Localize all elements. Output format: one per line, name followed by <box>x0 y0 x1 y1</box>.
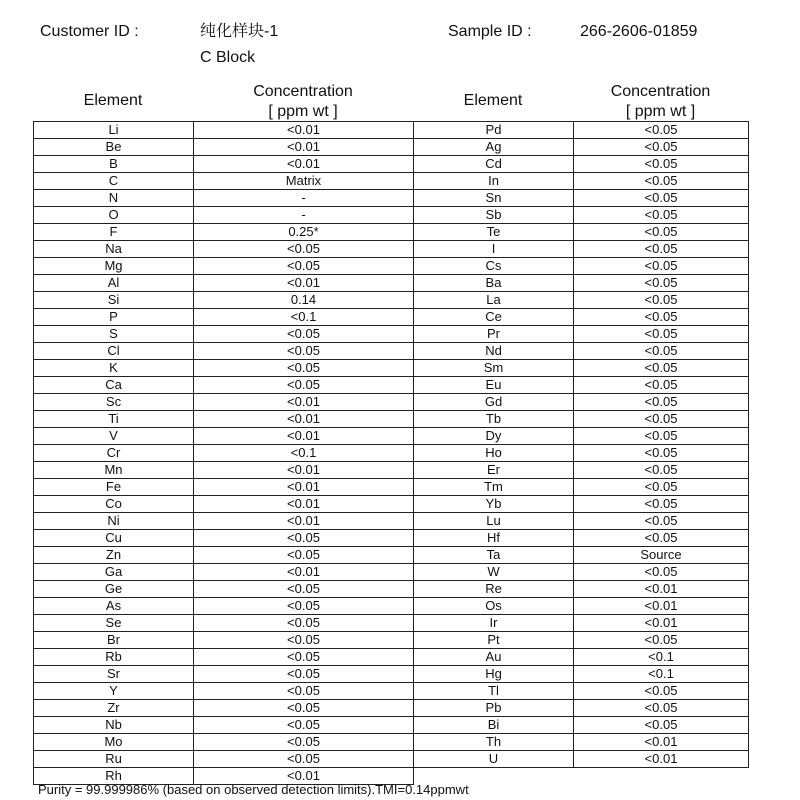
element-right-cell: Dy <box>414 428 574 445</box>
concentration-right-cell: <0.05 <box>574 241 749 258</box>
element-header-left: Element <box>83 92 143 109</box>
concentration-left-cell: <0.01 <box>194 564 414 581</box>
element-right-cell: Cs <box>414 258 574 275</box>
concentration-left-cell: <0.05 <box>194 530 414 547</box>
table-row <box>34 207 749 224</box>
concentration-right-cell: <0.05 <box>574 224 749 241</box>
element-right-cell: I <box>414 241 574 258</box>
element-left-cell: Y <box>34 683 194 700</box>
table-row <box>34 122 749 139</box>
element-right-cell: In <box>414 173 574 190</box>
concentration-left-cell: <0.05 <box>194 547 414 564</box>
concentration-left-cell: <0.05 <box>194 615 414 632</box>
element-right-cell: La <box>414 292 574 309</box>
concentration-left-cell: <0.05 <box>194 343 414 360</box>
concentration-left-cell: <0.05 <box>194 700 414 717</box>
element-right-cell: Tb <box>414 411 574 428</box>
element-right-cell: Pt <box>414 632 574 649</box>
concentration-left-cell: <0.01 <box>194 394 414 411</box>
concentration-right-cell: <0.05 <box>574 258 749 275</box>
concentration-title-right: Concentration <box>610 83 711 100</box>
concentration-right-cell: <0.05 <box>574 564 749 581</box>
concentration-right-cell: <0.05 <box>574 360 749 377</box>
element-right-cell: Yb <box>414 496 574 513</box>
element-left-cell: Co <box>34 496 194 513</box>
concentration-right-cell: <0.1 <box>574 666 749 683</box>
concentration-left-cell: <0.05 <box>194 581 414 598</box>
concentration-left-cell: <0.01 <box>194 139 414 156</box>
table-row <box>34 547 749 564</box>
concentration-right-cell: <0.01 <box>574 581 749 598</box>
element-left-cell: Ni <box>34 513 194 530</box>
concentration-right-cell: <0.05 <box>574 717 749 734</box>
table-row <box>34 700 749 717</box>
concentration-left-cell: <0.01 <box>194 479 414 496</box>
table-row <box>34 734 749 751</box>
element-left-cell: Br <box>34 632 194 649</box>
concentration-left-cell: Matrix <box>194 173 414 190</box>
element-left-cell: Zr <box>34 700 194 717</box>
element-right-cell: Th <box>414 734 574 751</box>
concentration-left-cell: 0.14 <box>194 292 414 309</box>
element-right-cell: Te <box>414 224 574 241</box>
concentration-left-cell: <0.05 <box>194 598 414 615</box>
table-row <box>34 411 749 428</box>
table-row <box>34 632 749 649</box>
concentration-left-cell: <0.05 <box>194 649 414 666</box>
element-right-cell: Ir <box>414 615 574 632</box>
concentration-unit-left: [ ppm wt ] <box>268 103 338 120</box>
concentration-left-cell: <0.05 <box>194 632 414 649</box>
concentration-left-cell: <0.01 <box>194 428 414 445</box>
element-right-cell: Sb <box>414 207 574 224</box>
element-left-cell: As <box>34 598 194 615</box>
element-header-right: Element <box>463 92 523 109</box>
concentration-right-cell: <0.05 <box>574 122 749 139</box>
table-row <box>34 377 749 394</box>
table-row <box>34 496 749 513</box>
element-right-cell: Pr <box>414 326 574 343</box>
element-left-cell: K <box>34 360 194 377</box>
concentration-right-cell: <0.05 <box>574 683 749 700</box>
concentration-left-cell: <0.05 <box>194 241 414 258</box>
table-row <box>34 581 749 598</box>
concentration-left-cell: <0.01 <box>194 462 414 479</box>
element-right-cell: Tm <box>414 479 574 496</box>
table-body <box>34 122 749 785</box>
concentration-right-cell: <0.05 <box>574 292 749 309</box>
concentration-left-cell: <0.01 <box>194 496 414 513</box>
element-left-cell: Rb <box>34 649 194 666</box>
element-right-cell: W <box>414 564 574 581</box>
concentration-left-cell: <0.01 <box>194 513 414 530</box>
concentration-left-cell: <0.05 <box>194 666 414 683</box>
table-row <box>34 139 749 156</box>
concentration-right-cell: <0.01 <box>574 615 749 632</box>
element-right-cell: Ag <box>414 139 574 156</box>
element-right-cell: Os <box>414 598 574 615</box>
concentration-left-cell: <0.05 <box>194 326 414 343</box>
table-row <box>34 649 749 666</box>
element-right-cell: Tl <box>414 683 574 700</box>
concentration-right-cell: <0.05 <box>574 343 749 360</box>
table-row <box>34 241 749 258</box>
sample-id-label: Sample ID : <box>448 23 532 40</box>
table-row <box>34 445 749 462</box>
element-left-cell: Cr <box>34 445 194 462</box>
element-left-cell: Ge <box>34 581 194 598</box>
table-row <box>34 173 749 190</box>
concentration-right-cell: <0.05 <box>574 156 749 173</box>
concentration-right-cell: <0.05 <box>574 275 749 292</box>
concentration-left-cell: - <box>194 190 414 207</box>
element-left-cell: Ga <box>34 564 194 581</box>
element-left-cell: Mn <box>34 462 194 479</box>
concentration-left-cell: <0.1 <box>194 445 414 462</box>
concentration-left-cell: <0.05 <box>194 683 414 700</box>
element-right-cell: Ce <box>414 309 574 326</box>
customer-id-label: Customer ID : <box>40 23 139 40</box>
element-left-cell: Fe <box>34 479 194 496</box>
table-row <box>34 292 749 309</box>
element-right-cell: Bi <box>414 717 574 734</box>
concentration-title-left: Concentration <box>253 83 353 100</box>
element-left-cell: B <box>34 156 194 173</box>
concentration-header-right <box>573 82 748 122</box>
table-row <box>34 479 749 496</box>
table-row <box>34 462 749 479</box>
table-row <box>34 751 749 768</box>
element-right-cell: Hg <box>414 666 574 683</box>
concentration-right-cell: <0.05 <box>574 479 749 496</box>
element-left-cell: Mo <box>34 734 194 751</box>
element-left-cell: N <box>34 190 194 207</box>
element-left-cell: Nb <box>34 717 194 734</box>
element-right-cell: Nd <box>414 343 574 360</box>
concentration-right-cell: <0.05 <box>574 309 749 326</box>
element-right-cell: Eu <box>414 377 574 394</box>
concentration-right-cell: <0.05 <box>574 513 749 530</box>
element-right-cell: Sm <box>414 360 574 377</box>
element-right-cell: Pb <box>414 700 574 717</box>
element-right-cell: Ho <box>414 445 574 462</box>
concentration-right-cell: <0.05 <box>574 632 749 649</box>
table-row <box>34 343 749 360</box>
concentration-left-cell: <0.1 <box>194 309 414 326</box>
table-row <box>34 275 749 292</box>
table-row <box>34 615 749 632</box>
concentration-right-cell: <0.05 <box>574 411 749 428</box>
table-row <box>34 530 749 547</box>
concentration-left-cell: - <box>194 207 414 224</box>
table-row <box>34 258 749 275</box>
concentration-right-cell: <0.05 <box>574 207 749 224</box>
concentration-right-cell: <0.05 <box>574 326 749 343</box>
element-right-cell: Er <box>414 462 574 479</box>
concentration-right-cell: <0.05 <box>574 173 749 190</box>
element-left-cell: Sr <box>34 666 194 683</box>
concentration-left-cell: <0.01 <box>194 156 414 173</box>
table-row <box>34 360 749 377</box>
concentration-left-cell: 0.25* <box>194 224 414 241</box>
element-right-cell: Ta <box>414 547 574 564</box>
element-right-cell: Lu <box>414 513 574 530</box>
table-row <box>34 513 749 530</box>
concentration-right-cell: <0.1 <box>574 649 749 666</box>
element-right-cell: Hf <box>414 530 574 547</box>
concentration-right-cell: <0.05 <box>574 700 749 717</box>
element-left-cell: Sc <box>34 394 194 411</box>
element-left-cell: Si <box>34 292 194 309</box>
customer-id-value: 纯化样块-1 <box>200 23 279 40</box>
element-left-cell: C <box>34 173 194 190</box>
table-row <box>34 309 749 326</box>
element-left-cell: O <box>34 207 194 224</box>
concentration-right-cell: <0.05 <box>574 139 749 156</box>
element-right-cell: Au <box>414 649 574 666</box>
concentration-right-cell: Source <box>574 547 749 564</box>
table-row <box>34 598 749 615</box>
element-left-cell: Cl <box>34 343 194 360</box>
element-left-cell: Be <box>34 139 194 156</box>
concentration-right-cell: <0.01 <box>574 598 749 615</box>
concentration-right-cell <box>574 768 749 785</box>
concentration-right-cell: <0.05 <box>574 377 749 394</box>
table-row <box>34 666 749 683</box>
concentration-right-cell: <0.01 <box>574 734 749 751</box>
concentration-left-cell: <0.01 <box>194 275 414 292</box>
concentration-right-cell: <0.05 <box>574 530 749 547</box>
concentration-right-cell: <0.05 <box>574 190 749 207</box>
element-right-cell: Ba <box>414 275 574 292</box>
concentration-left-cell: <0.05 <box>194 258 414 275</box>
concentration-unit-right: [ ppm wt ] <box>625 103 696 120</box>
customer-id-value-line2: C Block <box>200 49 256 66</box>
element-left-cell: S <box>34 326 194 343</box>
element-right-cell: Sn <box>414 190 574 207</box>
table-row <box>34 564 749 581</box>
element-left-cell: Na <box>34 241 194 258</box>
element-left-cell: P <box>34 309 194 326</box>
concentration-header-left <box>193 82 413 122</box>
concentration-right-cell: <0.05 <box>574 428 749 445</box>
element-left-cell: Ti <box>34 411 194 428</box>
element-left-cell: Li <box>34 122 194 139</box>
concentration-left-cell: <0.05 <box>194 717 414 734</box>
concentration-left-cell: <0.01 <box>194 122 414 139</box>
element-right-cell: U <box>414 751 574 768</box>
element-left-cell: Al <box>34 275 194 292</box>
purity-footer: Purity = 99.999986% (based on observed detection limits).TMI=0.14ppmwt <box>38 782 469 797</box>
element-left-cell: F <box>34 224 194 241</box>
table-row <box>34 156 749 173</box>
concentration-right-cell: <0.05 <box>574 394 749 411</box>
table-row <box>34 683 749 700</box>
concentration-right-cell: <0.05 <box>574 496 749 513</box>
concentration-left-cell: <0.01 <box>194 411 414 428</box>
element-right-cell: Cd <box>414 156 574 173</box>
concentration-right-cell: <0.05 <box>574 462 749 479</box>
element-right-cell: Pd <box>414 122 574 139</box>
concentration-left-cell: <0.05 <box>194 734 414 751</box>
element-right-cell: Re <box>414 581 574 598</box>
table-row <box>34 224 749 241</box>
concentration-left-cell: <0.01 <box>194 768 414 785</box>
element-left-cell: Cu <box>34 530 194 547</box>
element-left-cell: Ca <box>34 377 194 394</box>
table-row <box>34 190 749 207</box>
element-right-cell: Gd <box>414 394 574 411</box>
element-left-cell: Ru <box>34 751 194 768</box>
element-left-cell: Rh <box>34 768 194 785</box>
element-left-cell: Mg <box>34 258 194 275</box>
concentration-right-cell: <0.01 <box>574 751 749 768</box>
concentration-right-cell: <0.05 <box>574 445 749 462</box>
sample-id-value: 266-2606-01859 <box>580 23 698 40</box>
concentration-table <box>33 121 749 785</box>
element-left-cell: Zn <box>34 547 194 564</box>
table-row <box>34 394 749 411</box>
concentration-left-cell: <0.05 <box>194 751 414 768</box>
table-row <box>34 428 749 445</box>
table-row <box>34 717 749 734</box>
element-left-cell: Se <box>34 615 194 632</box>
concentration-left-cell: <0.05 <box>194 377 414 394</box>
concentration-left-cell: <0.05 <box>194 360 414 377</box>
element-left-cell: V <box>34 428 194 445</box>
table-row <box>34 326 749 343</box>
